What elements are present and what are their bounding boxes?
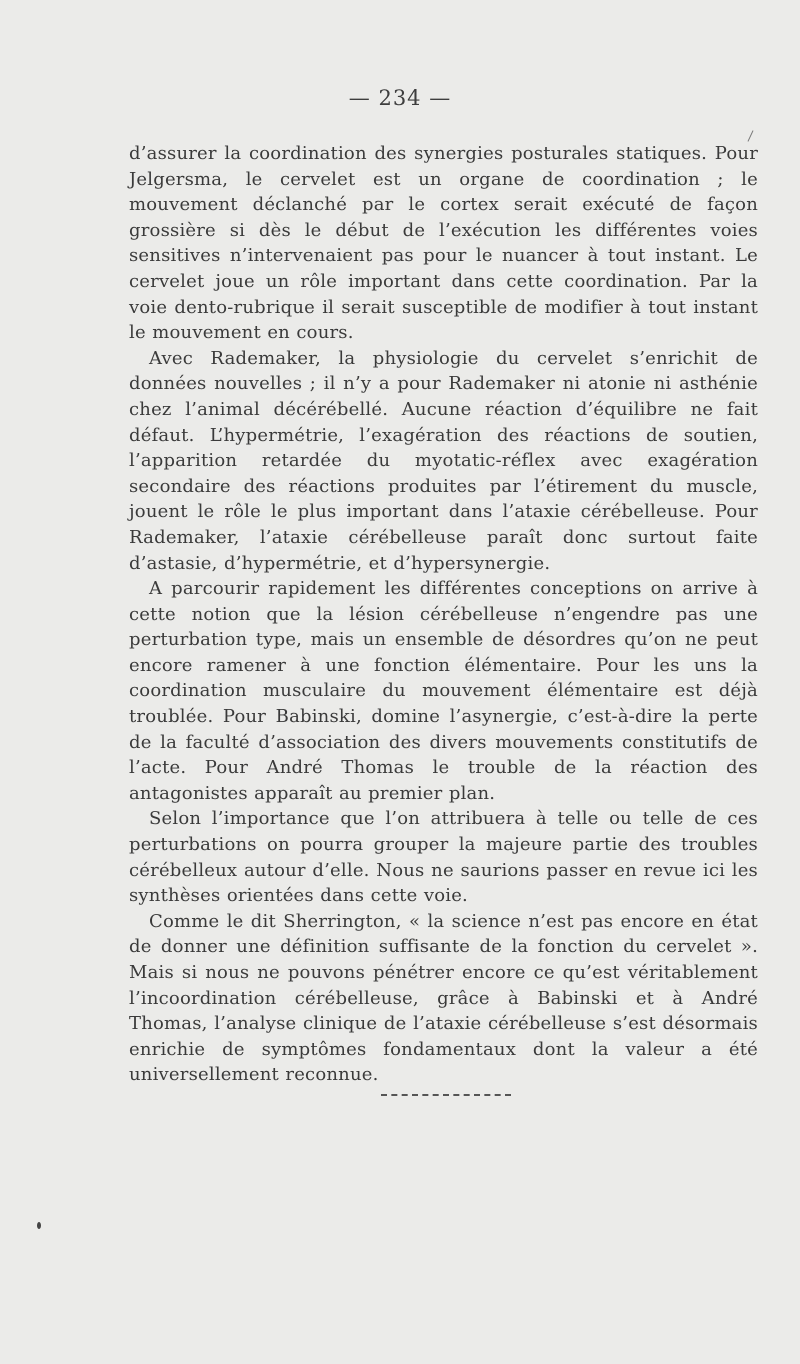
paragraph-2: Avec Rademaker, la physiologie du cervelet s’enrichit de données nouvelles ; il n’y a pour Rademaker ni atonie ni asthénie chez l’animal décérébellé. Aucune réaction d’équilibre ne fait défaut. L’hypermétrie, l’exagération des réactions de soutien, l’apparition retardée du myotatic-réflex avec exagération secondaire des réactions produites par l’étirement du muscle, jouent le rôle le plus important dans l’ataxie cérébelleuse. Pour Rademaker, l’ataxie cérébelleuse paraît donc surtout faite d’astasie, d’hypermétrie, et d’hypersynergie. — [129, 347, 758, 574]
section-end-rule — [381, 1094, 511, 1096]
ink-speck — [37, 1222, 41, 1229]
paragraph-4: Selon l’importance que l’on attribuera à telle ou telle de ces perturbations on pourra grouper la majeure partie des troubles cérébelleux autour d’elle. Nous ne saurions passer en revue ici les synthèses orientées dans cette voie. — [129, 808, 758, 907]
paragraph-3: A parcourir rapidement les différentes conceptions on arrive à cette notion que la lésion cérébelleuse n’engendre pas une perturbation type, mais un ensemble de désordres qu’on ne peut encore ramener à une fonction élémentaire. Pour les uns la coordination musculaire du mouvement élémentaire est déjà troublée. Pour Babinski, domine l’asynergie, c’est-à-dire la perte de la faculté d’association des divers mouvements constitutifs de l’acte. Pour André Thomas le trouble de la réaction des antagonistes apparaît au premier plan. — [129, 578, 758, 804]
page-number: — 234 — — [348, 86, 452, 110]
body-text — [129, 141, 758, 1088]
paragraph-1: d’assurer la coordination des synergies posturales statiques. Pour Jelgersma, le cervelet est un organe de coordination ; le mouvement déclanché par le cortex serait exécuté de façon grossière si dès le début de l’exécution les différentes voies sensitives n’intervenaient pas pour le nuancer à tout instant. Le cervelet joue un rôle important dans cette coordination. Par la voie dento-rubrique il serait susceptible de modifier à tout instant le mouvement en cours. — [129, 143, 758, 344]
paragraph-5: Comme le dit Sherrington, « la science n’est pas encore en état de donner une définition suffisante de la fonction du cervelet ». Mais si nous ne pouvons pénétrer encore ce qu’est véritablement l’incoordination cérébelleuse, grâce à Babinski et à André Thomas, l’analyse clinique de l’ataxie cérébelleuse s’est désormais enrichie de symptômes fondamentaux dont la valeur a été universellement reconnue. — [129, 910, 758, 1086]
margin-mark — [748, 130, 754, 141]
